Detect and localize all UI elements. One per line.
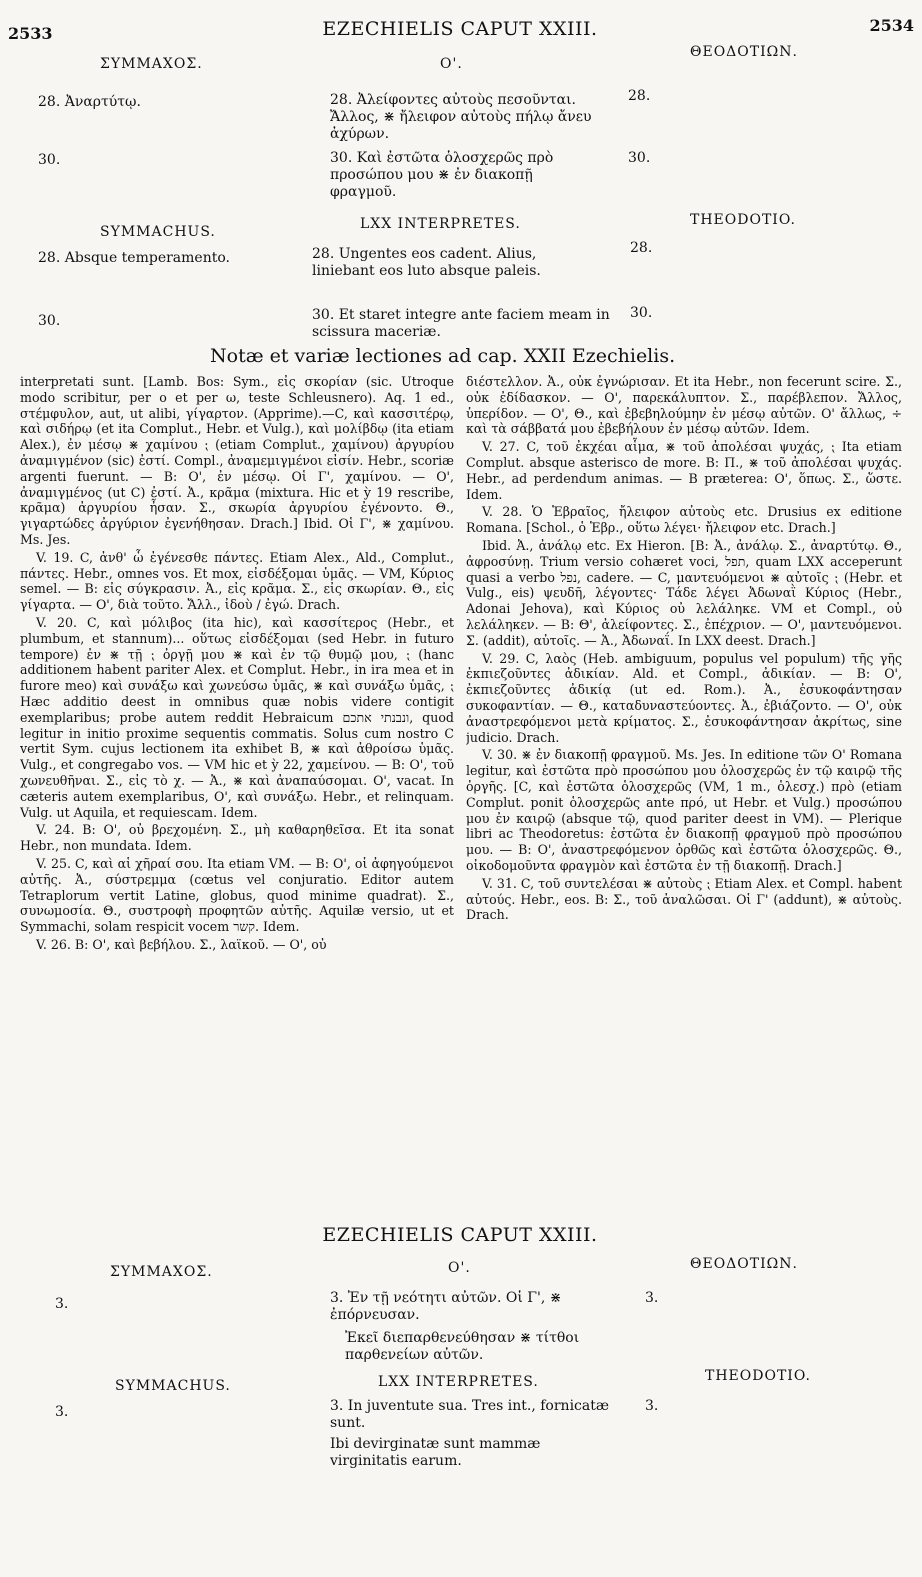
bottom-greek-row-text-2: Ἐκεῖ διεπαρθενεύθησαν ⋇ τίτθοι παρθενείων αὐτῶν. (345, 1330, 580, 1363)
top-greek-header-symmachus: ΣΥΜΜΑΧΟΣ. (100, 56, 203, 72)
bottom-greek-row-right: 3. (645, 1290, 659, 1306)
top-latin-header-symmachus: SYMMACHUS. (100, 224, 216, 240)
notes-right-paragraph: V. 30. ⋇ ἐν διακοπῇ φραγμοῦ. Ms. Jes. In editione τῶν Ο' Romana legitur, καὶ ἐστῶτα πρὸ προσώπου μου ὁλοσχερῶς ἐν τῷ καιρῷ τῆς ὀργῆς. [C, καὶ ἐστῶτα ὁλοσχερῶς (VM, 1 m., ὁλεσχ.) πρὸ (etiam Complut. ponit ὁλοσχερῶς ante πρό, ut Hebr. et Vulg.) προσώπου μου ἐν καιρῷ (absque τῷ, quod pariter deest in VM). — Plerique libri ac Theodoretus: ἐστῶτα ἐν διακοπῇ φραγμοῦ πρὸ προσώπου μου. — B: Ο', ἀναστρεφόμενον ὀρθῶς καὶ ἐστῶτα ὁλοσχερῶς. Θ., οἰκοδομοῦντα φραγμὸν καὶ ἐστῶτα ἐν τῇ διακοπῇ. Drach.] (466, 747, 902, 873)
bottom-latin-header-symmachus: SYMMACHUS. (115, 1378, 231, 1394)
bottom-greek-row-left: 3. (55, 1296, 69, 1312)
notes-right-paragraph: V. 31. C, τοῦ συντελέσαι ⋇ αὐτοὺς ⁏ Etiam Alex. et Compl. habent αὐτούς. Hebr., eos. B: Σ., τοῦ ἀναλῶσαι. Οἱ Γ' (addunt), ⋇ αὐτοὺς. Drach. (466, 875, 902, 923)
bottom-latin-row-left: 3. (55, 1404, 69, 1420)
top-greek-header-theodotion: ΘΕΟΔΟΤΙΩΝ. (690, 44, 798, 60)
top-latin-row-1-text: 28. Ungentes eos cadent. Alius, liniebant eos luto absque paleis. (312, 246, 541, 279)
top-latin-row-2-right: 30. (630, 305, 653, 321)
top-chapter-title: EZECHIELIS CAPUT XXIII. (322, 18, 598, 40)
bottom-greek-header-symmachus: ΣΥΜΜΑΧΟΣ. (110, 1264, 213, 1280)
notes-left-paragraph: V. 20. C, καὶ μόλιβος (ita hic), καὶ κασσίτερος (Hebr., et plumbum, et stannum)... οὕτως εἰσδέξομαι (sed Hebr. in futuro tempore) ἐν ⋇ τῇ ⁏ ὀργῇ μου ⋇ καὶ ἐν τῷ θυμῷ μου, ⁏ (hanc additionem habent pariter Alex. et Complut. Hebr., in ira mea et in furore meo) καὶ συνάξω καὶ χωνεύσω ὑμᾶς, ⋇ καὶ συνάξω ὑμᾶς, ⁏ Hæc additio deest in omnibus quæ nobis videre contigit exemplaribus; probe autem reddit Hebraicum ונבנתי אתכם, quod legitur in initio proxime sequentis commatis. Solus cum nostro C vertit Sym. cujus lectionem ita exhibet B, ⋇ καὶ ἀθροίσω ὑμᾶς. Vulg., et congregabo vos. — VM hic et ỳ 22, χαμείνου. — B: Ο', τοῦ χωνευθῆναι. Σ., εἰς τὸ χ. — Ἀ., ⋇ καὶ ἀναπαύσομαι. Ο', vacat. In cæteris autem exemplaribus, Ο', καὶ συνάξω. Hebr., et relinquam. Vulg. ut Aquila, et requiescam. Idem. (20, 614, 454, 820)
notes-left-paragraph: interpretati sunt. [Lamb. Bos: Sym., εἰς σκορίαν (sic. Utroque modo scribitur, per o et per ω, teste Schleusnero). Aq. 1 ed., στέμφυλον, aut, ut alibi, γίγαρτον. (Apprime).—C, καὶ κασσιτέρῳ, καὶ σιδήρῳ (et ita Complut., Hebr. et Vulg.), καὶ μολίβδῳ (ita etiam Alex.), ἐν μέσῳ ⋇ χαμίνου ⁏ (etiam Complut., χαμίνου) ἀργυρίου ἀναμιγμένον (sic) ἐστί. Compl., ἀναμεμιγμένοι εἰσίν. Hebr., scoriæ argenti fuerunt. — B: Ο', ἐν μέσῳ. Οἱ Γ', χαμίνου. — Ο', ἀναμιγμένος (ut C) ἐστί. Ἀ., κρᾶμα (mixtura. Hic et ỳ 19 rescribe, κρᾶμα) ἀργυρίου ἦσαν. Σ., σκωρία ἀργυρίου ἐγένοντο. Θ., γιγαρτώδες ἀργύριον ἐγενήθησαν. Drach.] Ibid. Οἱ Γ', ⋇ χαμίνου. Ms. Jes. (20, 374, 454, 547)
bottom-latin-row-text-1: 3. In juventute sua. Tres int., fornicatæ sunt. (330, 1398, 610, 1431)
top-latin-row-2-left: 30. (38, 313, 61, 329)
bottom-greek-header-theodotion: ΘΕΟΔΟΤΙΩΝ. (690, 1256, 798, 1272)
notes-left-paragraph: V. 24. B: Ο', οὐ βρεχομένη. Σ., μὴ καθαρηθεῖσα. Et ita sonat Hebr., non mundata. Idem. (20, 822, 454, 854)
bottom-greek-header-lxx: Ο'. (448, 1260, 471, 1276)
notes-right-paragraph: V. 28. Ὁ Ἑβραῖος, ἤλειφον αὐτοὺς etc. Drusius ex editione Romana. [Schol., ὁ Ἑβρ., οὕτω λέγει· ἤλειφον etc. Drach.] (466, 504, 902, 536)
notes-left-paragraph: V. 26. B: Ο', καὶ βεβήλου. Σ., λαϊκοῦ. — Ο', οὐ (36, 936, 327, 952)
bottom-latin-row-right: 3. (645, 1398, 659, 1414)
notes-right-paragraph: Ibid. Ἀ., ἀνάλῳ etc. Ex Hieron. [B: Ἀ., ἀνάλῳ. Σ., ἀναρτύτῳ. Θ., ἀφροσύνῃ. Trium versio cohæret voci, תפל, quam LXX acceperunt quasi a verbo נפל, cadere. — C, μαντευόμενοι ⋇ αὐτοῖς ⁏ (Hebr. et Vulg., eis) ψευδῆ, λέγοντες· Τάδε λέγει Ἀδωναῒ Κύριος (Hebr., Adonai Jehova), καὶ Κύριος οὐ λελάληκε. VM et Compl., οὐ λελάληκεν. — B: Θ', ἀλείφοντες. Σ., ἐπέχριον. — Ο', μαντευόμενοι. Σ. (addit), αὐτοῖς. — Ἀ., Ἀδωναΐ. In LXX deest. Drach.] (466, 537, 902, 648)
notes-right-column (466, 374, 902, 1174)
top-latin-row-1-right: 28. (630, 240, 653, 256)
bottom-chapter-title: EZECHIELIS CAPUT XXIII. (322, 1224, 598, 1246)
notes-left-column (20, 374, 454, 1174)
top-greek-row-1-left: 28. Ἀναρτύτῳ. (38, 94, 141, 110)
top-latin-row-2-text: 30. Et staret integre ante faciem meam in scissura maceriæ. (312, 307, 610, 340)
notes-title: Notæ et variæ lectiones ad cap. XXII Ezechielis. (210, 345, 676, 367)
top-latin-header-lxx: LXX INTERPRETES. (360, 216, 521, 232)
top-greek-row-2-text: 30. Καὶ ἐστῶτα ὁλοσχερῶς πρὸ προσώπου μου ⋇ ἐν διακοπῇ φραγμοῦ. (330, 150, 554, 200)
top-greek-row-2-left: 30. (38, 152, 61, 168)
notes-right-paragraph: V. 27. C, τοῦ ἐκχέαι αἷμα, ⋇ τοῦ ἀπολέσαι ψυχάς, ⁏ Ita etiam Complut. absque asterisco de more. B: Π., ⋇ τοῦ ἀπολέσαι ψυχάς. Hebr., ad perdendum animas. — B præterea: Ο', ὅπως. Σ., ὥστε. Idem. (466, 439, 902, 502)
top-greek-row-1-text: 28. Ἀλείφοντες αὐτοὺς πεσοῦνται. Ἄλλος, ⋇ ἤλειφον αὐτοὺς πήλῳ ἄνευ ἀχύρων. (330, 92, 592, 142)
top-greek-row-1-right: 28. (628, 88, 651, 104)
top-greek-row-2-right: 30. (628, 150, 651, 166)
bottom-latin-header-theodotion: THEODOTIO. (705, 1368, 811, 1384)
bottom-greek-row-text-1: 3. Ἐν τῇ νεότητι αὐτῶν. Οἱ Γ', ⋇ ἐπόρνευσαν. (330, 1290, 562, 1323)
notes-left-paragraph: V. 19. C, ἀνθ' ὧ ἐγένεσθε πάντες. Etiam Alex., Ald., Complut., πάντες. Hebr., omnes vos. Et mox, εἰσδέξομαι ὑμᾶς. — VM, Κύριος semel. — B: εἰς σύγκρασιν. Ἀ., εἰς κρᾶμα. Σ., εἰς σκωρίαν. Θ., εἰς γίγαρτα. — Ο', διὰ τοῦτο. Ἄλλ., ἰδοὺ / ἐγώ. Drach. (20, 549, 454, 613)
top-latin-header-theodotion: THEODOTIO. (690, 212, 796, 228)
notes-right-paragraph: V. 29. C, λαὸς (Heb. ambiguum, populus vel populum) τῆς γῆς ἐκπιεζοῦντες ἀδικίαν. Ald. et Compl., ἀδικίαν. — B: Ο', ἐκπιεζοῦντες ἀδικίᾳ (ut ed. Rom.). Ἀ., ἐσυκοφάντησαν συκοφαντίαν. — Θ., καταδυναστεύοντες. Ἀ., ἐβιάζοντο. — Ο', οὐκ ἀναστρεφόμενοι μετὰ κρίματος. Σ., ἐσυκοφάντησαν ἀκρίτως, sine judicio. Drach. (466, 650, 902, 745)
left-page-number: 2533 (8, 24, 53, 43)
top-latin-row-1-left: 28. Absque temperamento. (38, 250, 230, 266)
bottom-latin-row-text-2: Ibi devirginatæ sunt mammæ virginitatis earum. (330, 1436, 541, 1469)
notes-right-paragraph: διέστελλον. Ἀ., οὐκ ἐγνώρισαν. Et ita Hebr., non fecerunt scire. Σ., οὐκ ἐδίδασκον. — Ο', παρεκάλυπτον. Σ., παρέβλεπον. Ἄλλος, ὑπερίδον. — Ο', Θ., καὶ ἐβεβηλούμην ἐν μέσῳ αὐτῶν. Ο' ἄλλως, ÷ καὶ τὰ σάββατά μου ἐβεβήλουν ἐν μέσῳ αὐτῶν. Idem. (466, 374, 902, 437)
notes-left-paragraph: V. 25. C, καὶ αἱ χῆραί σου. Ita etiam VM. — B: Ο', οἱ ἀφηγούμενοι αὐτῆς. Ἀ., σύστρεμμα (cœtus vel conjuratio. Editor autem Tetraplorum vertit Latine, globus, quod minime quadrat). Σ., συνωμοσία. Θ., συστροφὴ προφητῶν αὐτῆς. Aquilæ versio, ut et Symmachi, solam respicit vocem קשר. Idem. (20, 855, 454, 935)
top-greek-header-lxx: Ο'. (440, 56, 463, 72)
bottom-latin-header-lxx: LXX INTERPRETES. (378, 1374, 539, 1390)
right-page-number: 2534 (869, 16, 914, 35)
